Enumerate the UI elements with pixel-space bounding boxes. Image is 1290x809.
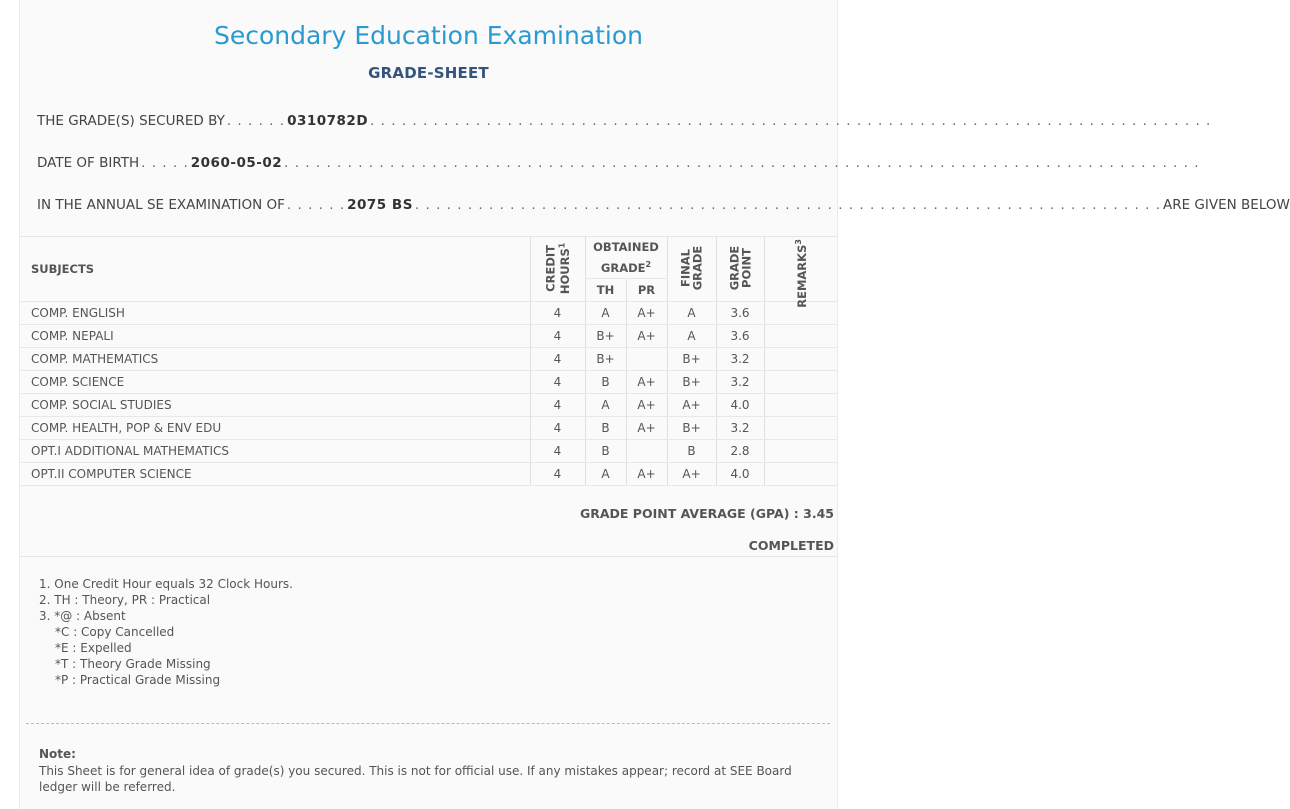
credit-cell: 4 <box>530 394 585 417</box>
theory-grade-cell: B <box>585 371 626 394</box>
theory-grade-cell: B <box>585 440 626 463</box>
header-obtained-grade: OBTAINED GRADE$^2$ <box>585 236 667 279</box>
theory-grade-cell: B+ <box>585 348 626 371</box>
remarks-cell <box>764 325 837 348</box>
table-row <box>20 371 837 394</box>
result-status: COMPLETED <box>748 538 834 553</box>
subject-cell: COMP. SCIENCE <box>20 371 530 394</box>
final-grade-cell: A <box>667 325 716 348</box>
header-final-grade: FINAL GRADE <box>667 236 716 302</box>
divider <box>26 723 830 724</box>
gpa-summary <box>580 506 834 521</box>
practical-grade-cell <box>626 348 667 371</box>
header-practical: PR <box>626 279 667 302</box>
grade-point-cell: 4.0 <box>716 463 764 486</box>
remarks-cell <box>764 348 837 371</box>
header-remarks: REMARKS$^3$ <box>764 236 837 302</box>
table-row <box>20 302 837 325</box>
grade-point-cell: 3.6 <box>716 325 764 348</box>
secured-by-line: THE GRADE(S) SECURED BY . . . . . . 0310782D . . . . . . . . . . . . . . . . . . . . . . . . . . . . . . . . . . . . . . . . . . . . . . . . . . . . . . . . . . . . . . . . . . . . . . . . . . . . . . . . <box>37 113 1212 129</box>
practical-grade-cell: A+ <box>626 371 667 394</box>
final-grade-cell: B+ <box>667 417 716 440</box>
practical-grade-cell: A+ <box>626 394 667 417</box>
theory-grade-cell: B <box>585 417 626 440</box>
subject-cell: COMP. ENGLISH <box>20 302 530 325</box>
exam-line: IN THE ANNUAL SE EXAMINATION OF . . . . . . 2075 BS . . . . . . . . . . . . . . . . . . . . . . . . . . . . . . . . . . . . . . . . . . . . . . . . . . . . . . . . . . . . . . . . . . . . . . . ARE GIVEN BELOW <box>37 197 1290 213</box>
note-expelled: *E : Expelled <box>55 641 132 655</box>
theory-grade-cell: A <box>585 302 626 325</box>
remarks-cell <box>764 417 837 440</box>
grades-table <box>20 236 837 486</box>
grade-point-cell: 3.2 <box>716 417 764 440</box>
practical-grade-cell: A+ <box>626 302 667 325</box>
subject-cell: COMP. SOCIAL STUDIES <box>20 394 530 417</box>
subject-cell: COMP. HEALTH, POP & ENV EDU <box>20 417 530 440</box>
remarks-cell <box>764 371 837 394</box>
credit-cell: 4 <box>530 325 585 348</box>
final-grade-cell: A+ <box>667 394 716 417</box>
grade-point-cell: 3.2 <box>716 371 764 394</box>
practical-grade-cell: A+ <box>626 417 667 440</box>
table-row <box>20 417 837 440</box>
final-grade-cell: B <box>667 440 716 463</box>
header-subjects: SUBJECTS <box>20 236 530 302</box>
grade-point-cell: 4.0 <box>716 394 764 417</box>
disclaimer-text: This Sheet is for general idea of grade(s) you secured. This is not for official use. If any mistakes appear; record at SEE Board ledger will be referred. <box>39 764 792 794</box>
header-theory: TH <box>585 279 626 302</box>
practical-grade-cell: A+ <box>626 325 667 348</box>
credit-cell: 4 <box>530 348 585 371</box>
subject-cell: OPT.II COMPUTER SCIENCE <box>20 463 530 486</box>
legend-notes <box>39 576 293 688</box>
sheet-subtitle: GRADE-SHEET <box>368 64 489 82</box>
remarks-cell <box>764 440 837 463</box>
table-row <box>20 440 837 463</box>
exam-label: IN THE ANNUAL SE EXAMINATION OF <box>37 197 285 213</box>
table-row <box>20 325 837 348</box>
grade-point-cell: 3.2 <box>716 348 764 371</box>
theory-grade-cell: A <box>585 394 626 417</box>
credit-cell: 4 <box>530 371 585 394</box>
exam-year: 2075 BS <box>347 197 413 213</box>
gpa-label: GRADE POINT AVERAGE (GPA) : <box>579 506 799 521</box>
note-theory-practical: 2. TH : Theory, PR : Practical <box>39 593 211 607</box>
theory-grade-cell: B+ <box>585 325 626 348</box>
note-theory-missing: *T : Theory Grade Missing <box>55 657 211 671</box>
grade-point-cell: 2.8 <box>716 440 764 463</box>
credit-cell: 4 <box>530 417 585 440</box>
header-credit-hours: CREDIT HOURS$^1$ <box>530 236 585 302</box>
secured-by-label: THE GRADE(S) SECURED BY <box>37 113 225 129</box>
header-grade-point: GRADE POINT <box>716 236 764 302</box>
remarks-cell <box>764 394 837 417</box>
dob-line: DATE OF BIRTH . . . . . 2060-05-02 . . . . . . . . . . . . . . . . . . . . . . . . . . . . . . . . . . . . . . . . . . . . . . . . . . . . . . . . . . . . . . . . . . . . . . . . . . . . . . . . . . . . . . . <box>37 155 1200 171</box>
note-practical-missing: *P : Practical Grade Missing <box>55 673 221 687</box>
symbol-number: 0310782D <box>287 113 369 129</box>
subject-cell: COMP. MATHEMATICS <box>20 348 530 371</box>
note-absent: 3. *@ : Absent <box>39 609 126 623</box>
credit-cell: 4 <box>530 440 585 463</box>
table-row <box>20 394 837 417</box>
remarks-cell <box>764 463 837 486</box>
gpa-value: 3.45 <box>803 506 834 521</box>
credit-cell: 4 <box>530 302 585 325</box>
final-grade-cell: B+ <box>667 348 716 371</box>
subject-cell: COMP. NEPALI <box>20 325 530 348</box>
final-grade-cell: A+ <box>667 463 716 486</box>
table-row <box>20 463 837 486</box>
final-grade-cell: A <box>667 302 716 325</box>
credit-cell: 4 <box>530 463 585 486</box>
disclaimer-label: Note: <box>39 747 76 761</box>
note-copy-cancelled: *C : Copy Cancelled <box>55 625 175 639</box>
dob-value: 2060-05-02 <box>190 155 283 171</box>
practical-grade-cell: A+ <box>626 463 667 486</box>
subject-cell: OPT.I ADDITIONAL MATHEMATICS <box>20 440 530 463</box>
grade-sheet <box>19 0 1290 809</box>
page-title: Secondary Education Examination <box>213 21 644 50</box>
exam-suffix: ARE GIVEN BELOW <box>1163 197 1290 213</box>
practical-grade-cell <box>626 440 667 463</box>
theory-grade-cell: A <box>585 463 626 486</box>
final-grade-cell: B+ <box>667 371 716 394</box>
table-row <box>20 348 837 371</box>
note-credit-hour: 1. One Credit Hour equals 32 Clock Hours. <box>39 577 293 591</box>
dob-label: DATE OF BIRTH <box>37 155 140 171</box>
grade-point-cell: 3.6 <box>716 302 764 325</box>
